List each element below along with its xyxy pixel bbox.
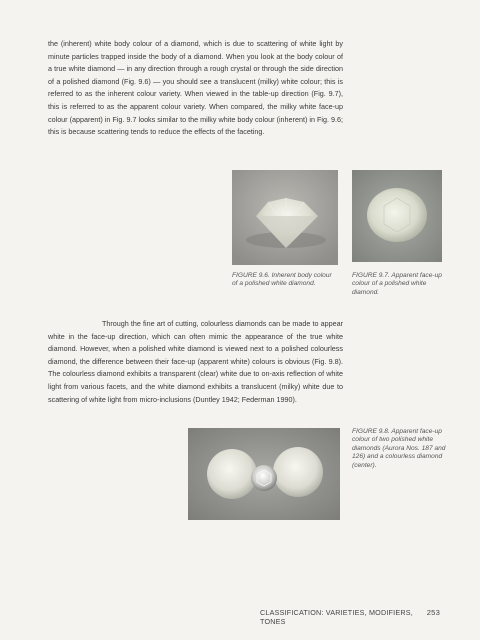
body-paragraph-1: the (inherent) white body colour of a diamond, which is due to scattering of white light by minute particles trapped inside the body of a diamond. When you look at the body colour of a true white diamond — in any direction through a rough crystal or through the side direction of a polished diamond (Fig. 9.6) — you should see a translucent (milky) white colour; this is referred to as the inherent colour variety. When viewed in the table-up direction (Fig. 9.7), this is referred to as the apparent colour variety. When compared, the milky white face-up colour (apparent) in Fig. 9.7 looks similar to the milky white body colour (inherent) in Fig. 9.6; this is because scattering tends to reduce the effects of the faceting. — [48, 39, 343, 137]
figure-9-8-caption: FIGURE 9.8. Apparent face-up colour of two polished white diamonds (Aurora Nos. 187 and 126) and a colourless diamond (center). — [352, 428, 446, 469]
figure-9-8-photo — [188, 428, 340, 520]
page-footer — [260, 608, 440, 626]
figure-9-7-caption: FIGURE 9.7. Apparent face-up colour of a polished white diamond. — [352, 272, 442, 296]
figure-9-6-photo — [232, 170, 338, 265]
page-number: 253 — [426, 608, 440, 617]
figure-9-6-caption: FIGURE 9.6. Inherent body colour of a polished white diamond. — [232, 272, 332, 288]
running-head: CLASSIFICATION: VARIETIES, MODIFIERS, TONES — [260, 608, 413, 626]
body-paragraph-2: Through the fine art of cutting, colourless diamonds can be made to appear white in the face-up direction, which can often mimic the appearance of the true white diamond. However, when a polished white diamond is viewed next to a polished colourless diamond, the difference between their face-up (apparent white) colours is obvious (Fig. 9.8). The colourless diamond exhibits a transparent (clear) white due to on-axis reflection of white light from various facets, and the white diamond exhibits a translucent (milky) white due to scattering of white light from micro-inclusions (Duntley 1942; Federman 1990). — [48, 319, 343, 404]
figure-9-7-photo — [352, 170, 442, 262]
